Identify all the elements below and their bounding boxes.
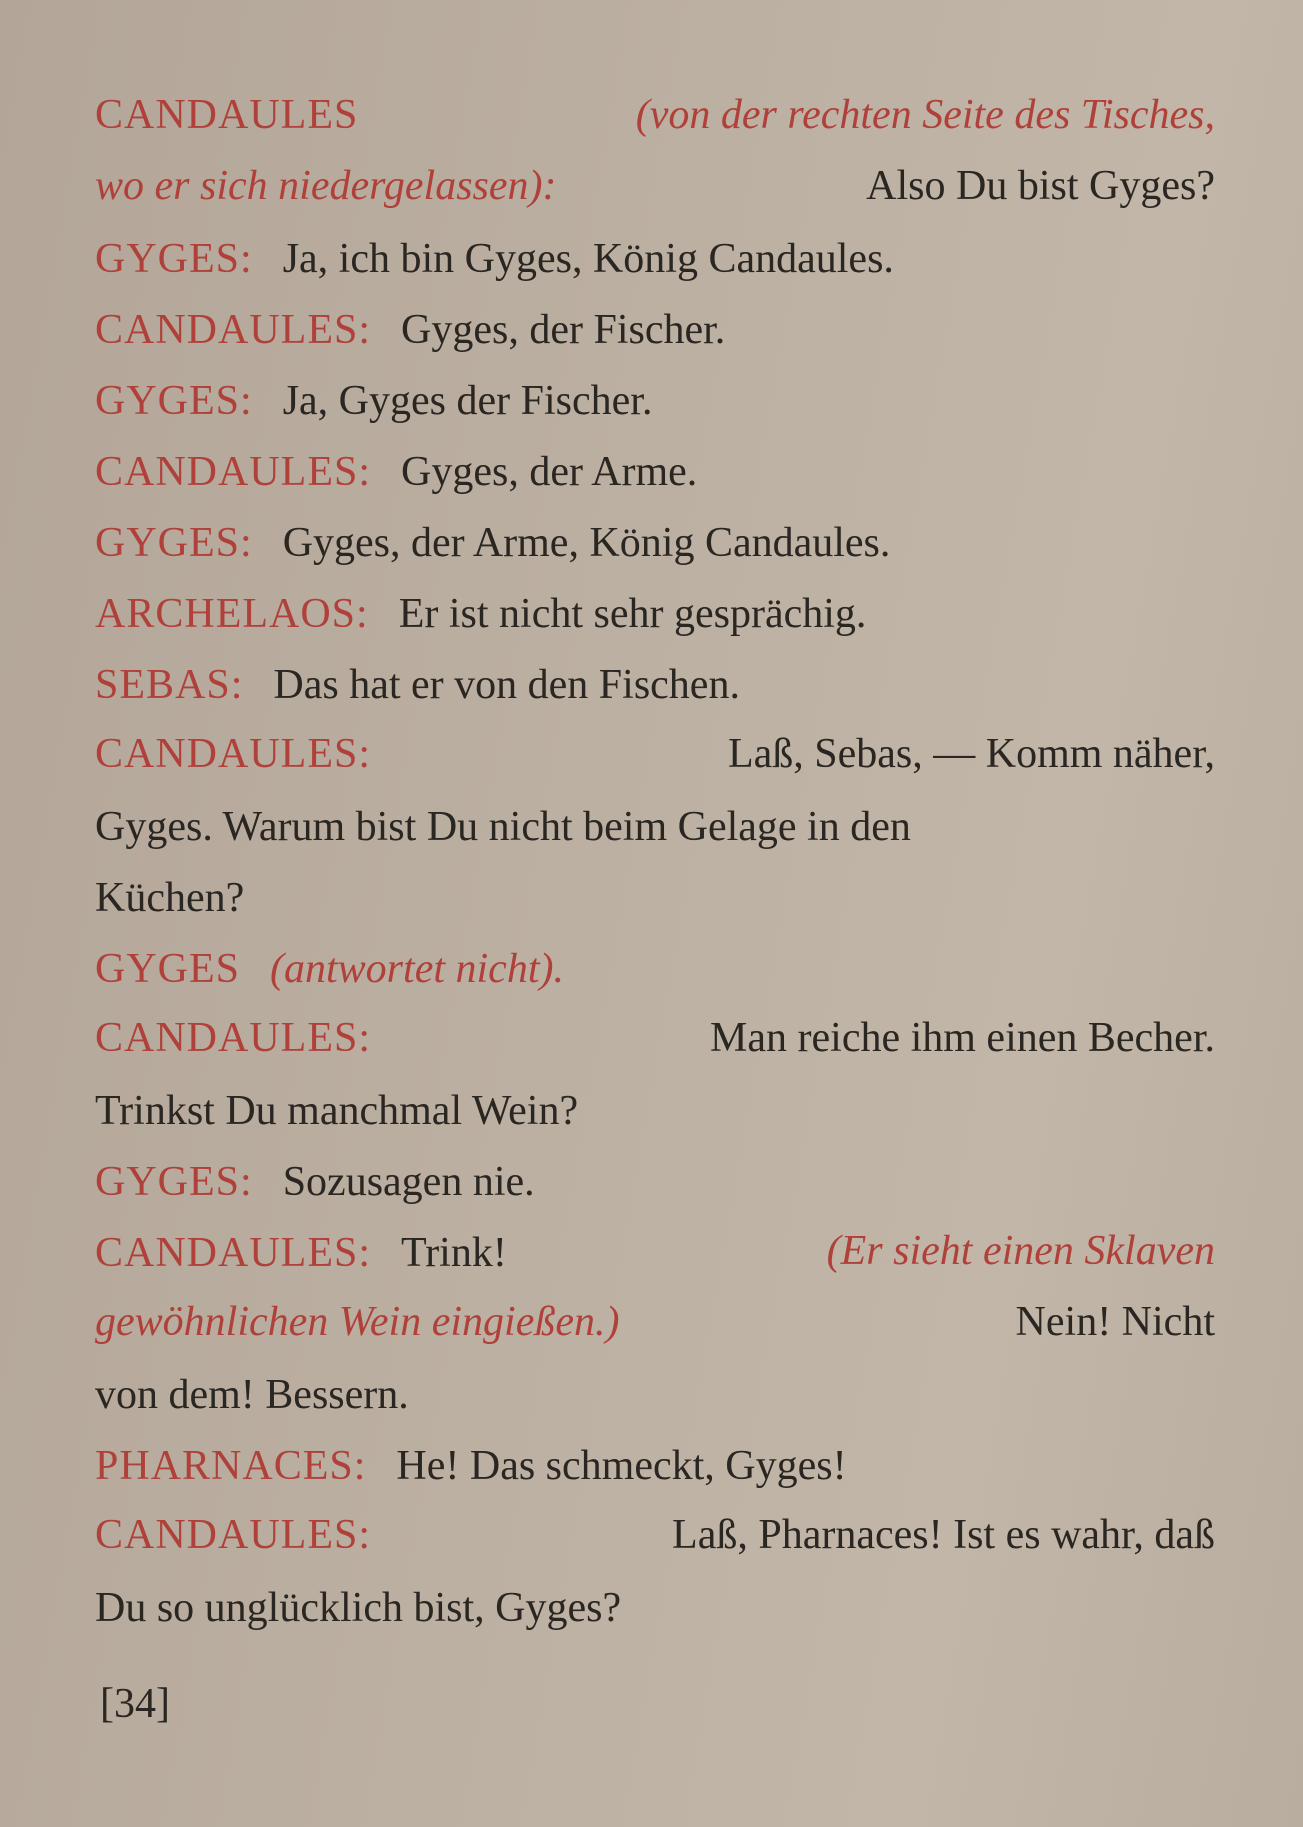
dialogue-text: Gyges, der Fischer. — [401, 307, 726, 353]
speaker-name: CANDAULES: — [95, 731, 372, 777]
dialogue-text: Gyges, der Arme. — [401, 449, 698, 495]
dialogue-text: Sozusagen nie. — [282, 1159, 535, 1205]
dialogue-line — [95, 861, 1215, 932]
dialogue-text: Er ist nicht sehr gesprächig. — [398, 591, 867, 637]
dialogue-line — [95, 364, 1215, 435]
dialogue-line — [95, 1003, 1215, 1074]
speaker-name: GYGES: — [95, 520, 253, 566]
dialogue-text: Nein! Nicht — [1015, 1299, 1215, 1345]
stage-direction: (Er sieht einen Sklaven — [826, 1228, 1215, 1274]
dialogue-line — [95, 435, 1215, 506]
speaker-name: CANDAULES: — [95, 1015, 372, 1061]
dialogue-text: He! Das schmeckt, Gyges! — [396, 1443, 847, 1489]
speaker-name: PHARNACES: — [95, 1443, 367, 1489]
speaker-name: CANDAULES — [95, 92, 359, 138]
dialogue-text: Ja, ich bin Gyges, König Candaules. — [282, 236, 894, 282]
dialogue-text: Trink! — [401, 1230, 507, 1276]
dialogue-line — [95, 1500, 1215, 1571]
dialogue-line — [95, 151, 1215, 222]
speaker-name: CANDAULES: — [95, 307, 372, 353]
dialogue-text: von dem! Bessern. — [95, 1372, 409, 1418]
dialogue-line — [95, 80, 1215, 151]
speaker-name: CANDAULES: — [95, 449, 372, 495]
dialogue-line — [95, 719, 1215, 790]
dialogue-line — [95, 577, 1215, 648]
speaker-name: GYGES: — [95, 236, 253, 282]
speaker-name: ARCHELAOS: — [95, 591, 369, 637]
stage-direction: gewöhnlichen Wein eingießen.) — [95, 1299, 620, 1345]
speaker-name: GYGES: — [95, 1159, 253, 1205]
dialogue-line — [95, 1074, 1215, 1145]
dialogue-line — [95, 1287, 1215, 1358]
speaker-name: GYGES — [95, 946, 241, 992]
dialogue-line — [95, 1216, 1215, 1287]
dialogue-text: Trinkst Du manchmal Wein? — [95, 1088, 579, 1134]
dialogue-text: Laß, Sebas, — Komm näher, — [727, 731, 1215, 777]
dialogue-line — [95, 222, 1215, 293]
dialogue-line — [95, 1571, 1215, 1642]
dialogue-text: Gyges, der Arme, König Candaules. — [282, 520, 891, 566]
dialogue-text: Das hat er von den Fischen. — [273, 662, 740, 708]
dialogue-block — [95, 80, 1215, 1642]
dialogue-line — [95, 932, 1215, 1003]
dialogue-text: Gyges. Warum bist Du nicht beim Gelage in den — [95, 804, 911, 850]
dialogue-line — [95, 790, 1215, 861]
speaker-name: CANDAULES: — [95, 1512, 372, 1558]
dialogue-line — [95, 1145, 1215, 1216]
speaker-name: SEBAS: — [95, 662, 244, 708]
dialogue-text: Also Du bist Gyges? — [866, 163, 1215, 209]
dialogue-text: Man reiche ihm einen Becher. — [710, 1015, 1215, 1061]
dialogue-line — [95, 506, 1215, 577]
dialogue-line — [95, 1429, 1215, 1500]
stage-direction: (antwortet nicht). — [270, 946, 564, 992]
page-number: [34] — [100, 1681, 170, 1727]
dialogue-line — [95, 293, 1215, 364]
dialogue-line — [95, 648, 1215, 719]
dialogue-text: Laß, Pharnaces! Ist es wahr, daß — [672, 1512, 1215, 1558]
speaker-name: CANDAULES: — [95, 1230, 372, 1276]
dialogue-text: Ja, Gyges der Fischer. — [282, 378, 653, 424]
dialogue-line — [95, 1358, 1215, 1429]
dialogue-text: Küchen? — [95, 875, 245, 921]
dialogue-text: Du so unglücklich bist, Gyges? — [95, 1585, 622, 1631]
speaker-name: GYGES: — [95, 378, 253, 424]
stage-direction: wo er sich niedergelassen): — [95, 163, 557, 209]
stage-direction: (von der rechten Seite des Tisches, — [635, 92, 1215, 138]
